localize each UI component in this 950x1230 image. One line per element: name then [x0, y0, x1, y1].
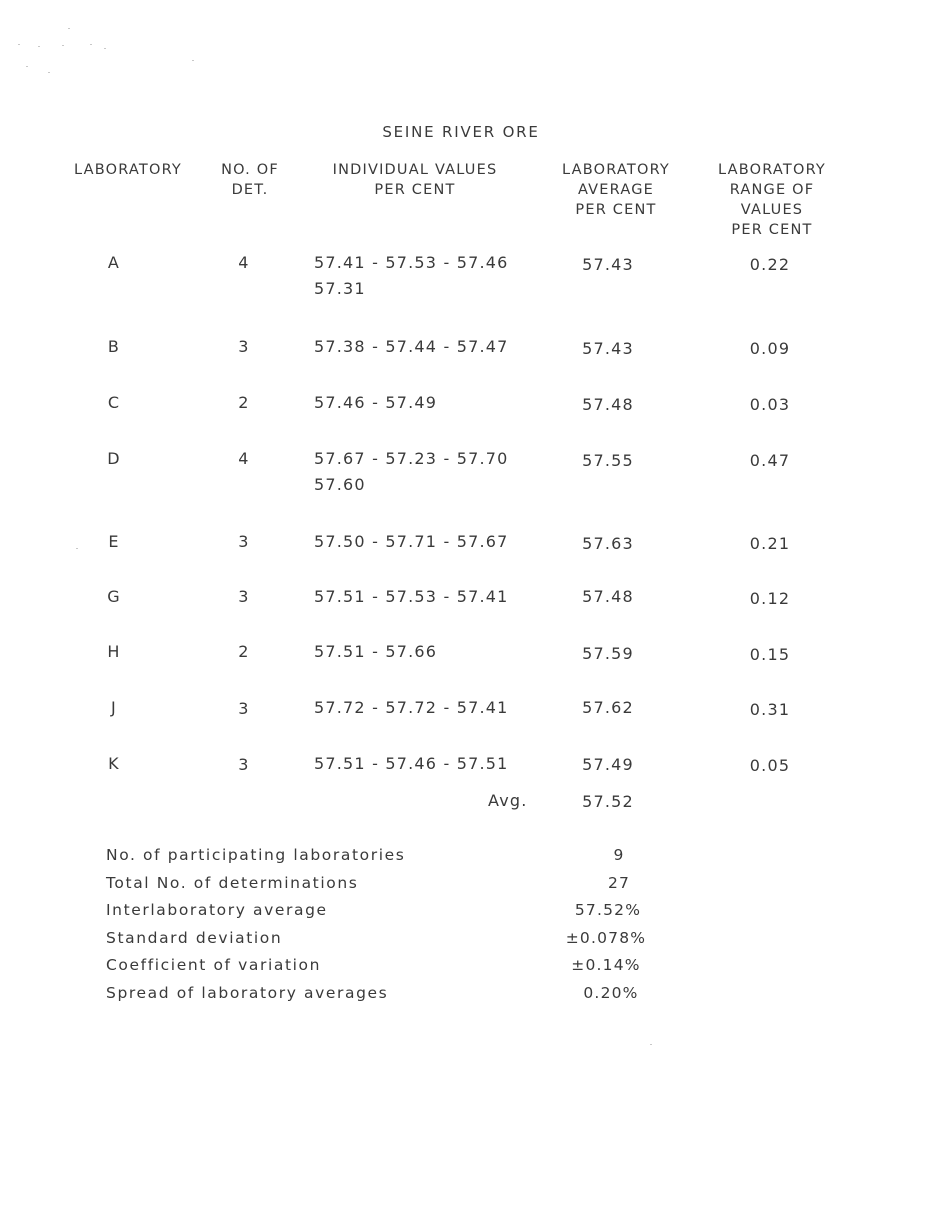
row-no-of-det: 4 — [238, 449, 250, 468]
value-line: 57.60 — [314, 475, 366, 494]
row-individual-values — [314, 751, 509, 777]
row-individual-values — [314, 334, 509, 360]
table-row — [0, 529, 950, 559]
scan-speck — [90, 44, 92, 45]
row-laboratory-range: 0.15 — [749, 645, 791, 664]
summary-label: Interlaboratory average — [106, 901, 328, 919]
row-laboratory: C — [107, 393, 121, 412]
summary-value: 9 — [613, 846, 625, 864]
value-line: 57.50 - 57.71 - 57.67 — [314, 532, 509, 551]
summary-label: Standard deviation — [106, 928, 283, 947]
row-laboratory-average: 57.43 — [582, 255, 634, 274]
row-laboratory: H — [107, 642, 121, 661]
row-individual-values — [314, 639, 437, 665]
row-laboratory: D — [107, 449, 121, 468]
scan-speck — [192, 60, 194, 61]
header-no-of-det: NO. OF DET. — [221, 162, 279, 198]
row-individual-values — [314, 584, 509, 610]
row-laboratory-average: 57.49 — [582, 755, 634, 774]
table-row — [0, 751, 950, 781]
row-laboratory-range: 0.03 — [749, 395, 791, 414]
summary-value: 27 — [607, 873, 631, 892]
value-line: 57.31 — [314, 279, 366, 298]
row-no-of-det: 4 — [238, 253, 250, 272]
summary-value: ±0.14% — [571, 956, 641, 974]
row-laboratory-range: 0.05 — [749, 756, 791, 775]
header-individual-values: INDIVIDUAL VALUES PER CENT — [332, 162, 498, 198]
value-line: 57.51 - 57.46 - 57.51 — [314, 754, 509, 773]
value-line: 57.38 - 57.44 - 57.47 — [314, 337, 509, 356]
row-no-of-det: 3 — [238, 755, 250, 774]
row-laboratory: A — [107, 253, 121, 272]
scan-speck — [48, 72, 50, 73]
summary-value: 0.20% — [583, 983, 639, 1002]
value-line: 57.72 - 57.72 - 57.41 — [314, 698, 509, 717]
row-laboratory-range: 0.31 — [749, 700, 791, 719]
header-laboratory: LABORATORY — [74, 162, 182, 178]
summary-block — [0, 842, 950, 1012]
row-laboratory-average: 57.48 — [582, 587, 634, 606]
table-row — [0, 334, 950, 364]
table-row — [0, 390, 950, 420]
row-laboratory: J — [111, 698, 117, 717]
average-label: Avg. — [488, 791, 528, 810]
row-individual-values — [314, 390, 437, 416]
average-value: 57.52 — [582, 792, 634, 811]
summary-value: ±0.078% — [565, 928, 647, 947]
value-line: 57.51 - 57.66 — [314, 642, 438, 661]
average-row — [0, 788, 950, 818]
row-laboratory-average: 57.55 — [582, 451, 634, 470]
row-laboratory-average: 57.43 — [582, 339, 634, 358]
table-row — [0, 584, 950, 614]
row-laboratory-average: 57.48 — [582, 395, 634, 414]
table-row — [0, 250, 950, 310]
row-no-of-det: 3 — [238, 699, 250, 718]
row-laboratory: G — [107, 587, 121, 606]
summary-label: Coefficient of variation — [106, 956, 322, 974]
row-no-of-det: 3 — [238, 587, 250, 606]
scan-speck — [26, 66, 28, 67]
row-no-of-det: 2 — [238, 393, 250, 412]
header-laboratory-average: LABORATORY AVERAGE PER CENT — [562, 162, 670, 218]
row-individual-values — [314, 446, 509, 498]
row-laboratory-average: 57.62 — [582, 698, 634, 717]
summary-label: No. of participating laboratories — [106, 846, 406, 864]
summary-label: Spread of laboratory averages — [106, 983, 389, 1002]
scan-speck — [62, 45, 64, 46]
row-laboratory-range: 0.12 — [749, 589, 791, 608]
row-laboratory-range: 0.21 — [749, 534, 791, 553]
row-no-of-det: 2 — [238, 642, 250, 661]
summary-value: 57.52% — [574, 901, 642, 919]
value-line: 57.67 - 57.23 - 57.70 — [314, 449, 509, 468]
row-laboratory-range: 0.22 — [749, 255, 791, 274]
scan-speck — [650, 1044, 652, 1045]
scan-speck — [104, 48, 106, 49]
scan-speck — [18, 44, 20, 45]
row-laboratory-range: 0.09 — [749, 339, 791, 358]
scan-speck — [68, 28, 70, 29]
header-laboratory-range: LABORATORY RANGE OF VALUES PER CENT — [718, 162, 826, 238]
row-no-of-det: 3 — [238, 337, 250, 356]
value-line: 57.51 - 57.53 - 57.41 — [314, 587, 509, 606]
table-row — [0, 446, 950, 506]
table-row — [0, 639, 950, 669]
row-laboratory: B — [107, 337, 121, 356]
row-laboratory: K — [108, 754, 120, 773]
row-laboratory-average: 57.59 — [582, 644, 634, 663]
row-laboratory: E — [108, 532, 120, 551]
scan-speck — [38, 46, 40, 47]
row-individual-values — [314, 529, 509, 555]
document-title: SEINE RIVER ORE — [382, 123, 540, 141]
row-individual-values — [314, 695, 509, 721]
row-laboratory-range: 0.47 — [749, 451, 791, 470]
row-individual-values — [314, 250, 509, 302]
row-laboratory-average: 57.63 — [582, 534, 634, 553]
value-line: 57.46 - 57.49 — [314, 393, 438, 412]
value-line: 57.41 - 57.53 - 57.46 — [314, 253, 509, 272]
summary-label: Total No. of determinations — [106, 873, 359, 892]
table-row — [0, 695, 950, 725]
row-no-of-det: 3 — [238, 532, 250, 551]
